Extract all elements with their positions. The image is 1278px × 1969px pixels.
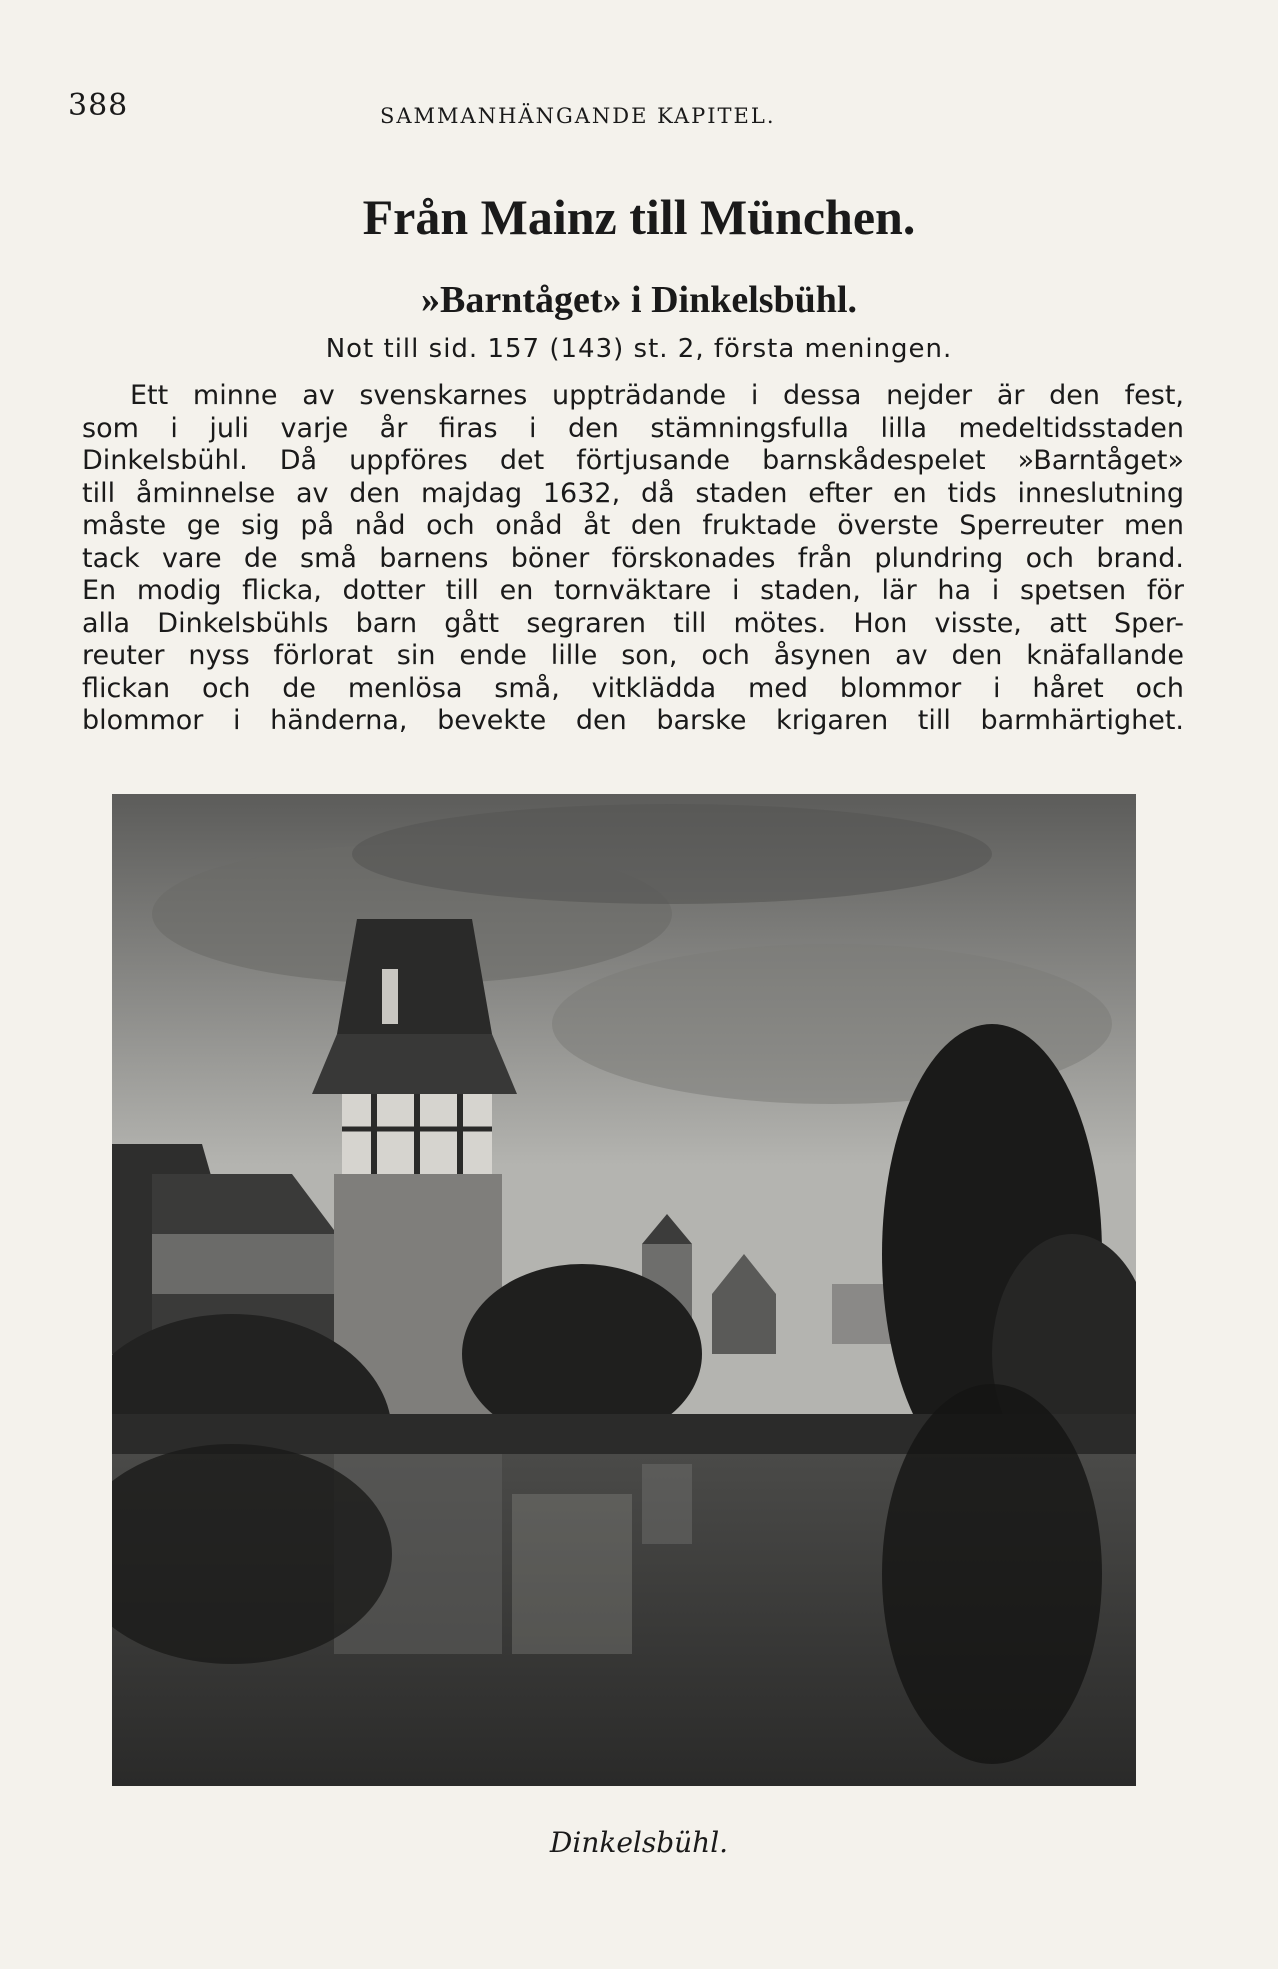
body-line: Dinkelsbühl. Då uppföres det förtjusande barnskådespelet »Barntåget» [82, 445, 1184, 476]
article-subtitle: »Barntåget» i Dinkelsbühl. [420, 279, 858, 321]
body-line: En modig flicka, dotter till en tornväktare i staden, lär ha i spetsen för [82, 575, 1184, 606]
body-line: blommor i händerna, bevekte den barske krigaren till barmhärtighet. [82, 705, 1184, 736]
body-line: Ett minne av svenskarnes uppträdande i dessa nejder är den fest, [130, 380, 1184, 411]
body-line: reuter nyss förlorat sin ende lille son, och åsynen av den knäfallande [82, 640, 1184, 671]
running-head: SAMMANHÄNGANDE KAPITEL. [380, 104, 776, 128]
photograph [112, 794, 1136, 1786]
page-number: 388 [68, 88, 129, 123]
body-text [82, 380, 1184, 738]
article-note: Not till sid. 157 (143) st. 2, första meningen. [325, 334, 953, 364]
body-line: som i juli varje år firas i den stämningsfulla lilla medeltidsstaden [82, 412, 1184, 444]
photo-caption: Dinkelsbühl. [549, 1826, 729, 1859]
photo-illustration [112, 794, 1136, 1786]
body-line: måste ge sig på nåd och onåd åt den fruktade överste Sperreuter men [82, 510, 1184, 541]
body-line: flickan och de menlösa små, vitklädda med blommor i håret och [82, 672, 1184, 704]
body-line: till åminnelse av den majdag 1632, då staden efter en tids inneslutning [82, 477, 1184, 509]
body-line: alla Dinkelsbühls barn gått segraren till mötes. Hon visste, att Sper- [82, 607, 1184, 639]
body-line: tack vare de små barnens böner förskonades från plundring och brand. [82, 542, 1184, 574]
article-title: Från Mainz till München. [362, 189, 916, 245]
